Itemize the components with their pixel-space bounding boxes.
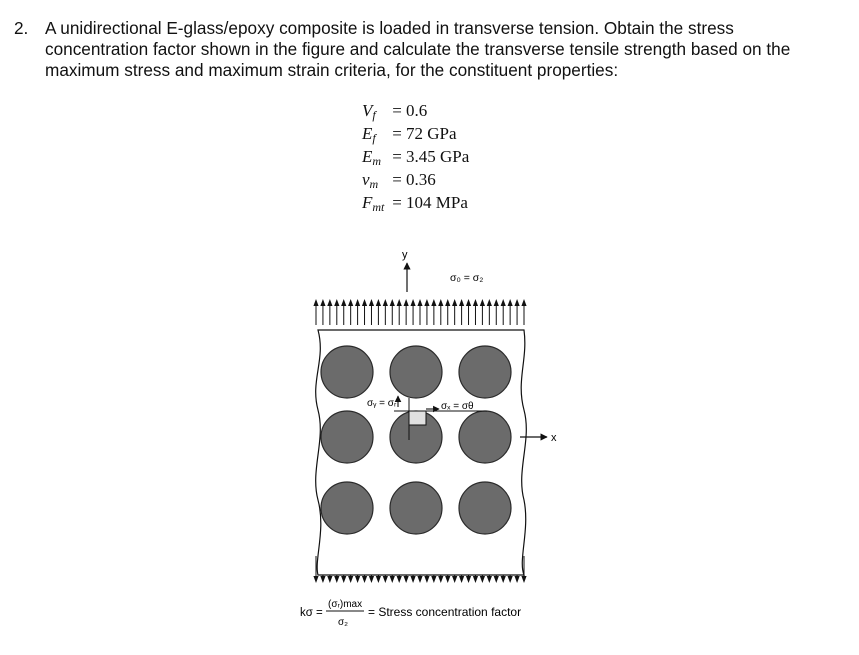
property-value: 3.45 GPa [406,147,470,166]
property-symbol: $E_f$ [362,124,376,145]
load-arrowhead-down [487,576,492,583]
kappa-denominator: σ₂ [338,617,349,628]
load-arrowhead-up [320,299,325,306]
load-arrowhead-up [487,299,492,306]
sigma-x-label: σₓ = σθ [441,401,474,412]
load-arrowhead-up [410,299,415,306]
load-arrowhead-down [313,576,318,583]
load-arrowhead-down [390,576,395,583]
load-arrowhead-down [466,576,471,583]
load-arrowhead-down [424,576,429,583]
load-arrowhead-down [348,576,353,583]
load-arrowhead-up [445,299,450,306]
fiber [321,346,373,398]
property-value: 0.36 [406,170,436,189]
load-arrowhead-down [341,576,346,583]
load-arrowhead-up [466,299,471,306]
y-axis-label: y [402,249,408,261]
kappa-symbol: kσ = [300,607,323,619]
load-arrowhead-up [508,299,513,306]
load-arrowhead-down [355,576,360,583]
property-value: 72 GPa [406,124,457,143]
load-arrowhead-down [397,576,402,583]
load-arrowhead-up [438,299,443,306]
load-arrowhead-down [362,576,367,583]
load-arrowhead-down [445,576,450,583]
load-arrowhead-up [390,299,395,306]
property-symbol: $E_m$ [362,147,382,168]
fiber [459,411,511,463]
load-arrowhead-up [459,299,464,306]
load-arrowhead-up [334,299,339,306]
load-arrowhead-down [521,576,526,583]
load-arrowhead-down [459,576,464,583]
property-equals: = [392,101,402,120]
load-arrowhead-up [397,299,402,306]
top-load-arrows [313,299,526,325]
load-arrowhead-down [480,576,485,583]
load-arrowhead-down [438,576,443,583]
load-arrowhead-down [383,576,388,583]
load-arrowhead-up [514,299,519,306]
fiber [321,411,373,463]
applied-stress-label: σ₀ = σ₂ [450,272,484,284]
load-arrowhead-down [508,576,513,583]
load-arrowhead-up [376,299,381,306]
load-arrowhead-up [480,299,485,306]
sigma-y-label: σᵧ = σᵣ [367,398,397,409]
load-arrowhead-up [341,299,346,306]
load-arrowhead-up [473,299,478,306]
stress-element [409,411,426,425]
x-axis-label: x [551,432,557,444]
kappa-numerator: (σᵣ)max [328,599,363,610]
property-equals: = [392,124,402,143]
load-arrowhead-up [369,299,374,306]
load-arrowhead-down [320,576,325,583]
load-arrowhead-down [501,576,506,583]
load-arrowhead-down [417,576,422,583]
property-equals: = [392,170,402,189]
load-arrowhead-up [417,299,422,306]
load-arrowhead-up [431,299,436,306]
fiber-array [321,346,511,534]
property-symbol: $\nu_m$ [362,170,379,191]
load-arrowhead-up [348,299,353,306]
load-arrowhead-up [313,299,318,306]
fiber [390,346,442,398]
load-arrowhead-down [514,576,519,583]
property-symbol: $V_f$ [362,101,376,122]
property-equals: = [392,193,402,212]
load-arrowhead-up [501,299,506,306]
property-equals: = [392,147,402,166]
kappa-caption: = Stress concentration factor [368,605,522,619]
fiber [321,482,373,534]
load-arrowhead-down [404,576,409,583]
question-text: A unidirectional E-glass/epoxy composite is loaded in transverse tension. Obtain the stress concentration factor shown in the figure and calculate the transverse tensile strength based on the maximum stress and maximum strain criteria, for the constituent properties: [45,18,791,80]
load-arrowhead-down [452,576,457,583]
property-symbol: $F_{mt}$ [362,193,385,214]
load-arrowhead-up [327,299,332,306]
load-arrowhead-up [452,299,457,306]
property-value: 104 MPa [406,193,468,212]
fiber [459,482,511,534]
property-value: 0.6 [406,101,428,120]
load-arrowhead-up [355,299,360,306]
load-arrowhead-up [424,299,429,306]
load-arrowhead-up [404,299,409,306]
load-arrowhead-down [334,576,339,583]
load-arrowhead-down [473,576,478,583]
fiber [459,346,511,398]
question-number: 2. [14,18,29,38]
load-arrowhead-up [383,299,388,306]
load-arrowhead-down [431,576,436,583]
load-arrowhead-down [494,576,499,583]
load-arrowhead-down [369,576,374,583]
load-arrowhead-up [521,299,526,306]
load-arrowhead-up [494,299,499,306]
fiber [390,482,442,534]
load-arrowhead-down [327,576,332,583]
load-arrowhead-up [362,299,367,306]
load-arrowhead-down [376,576,381,583]
load-arrowhead-down [410,576,415,583]
